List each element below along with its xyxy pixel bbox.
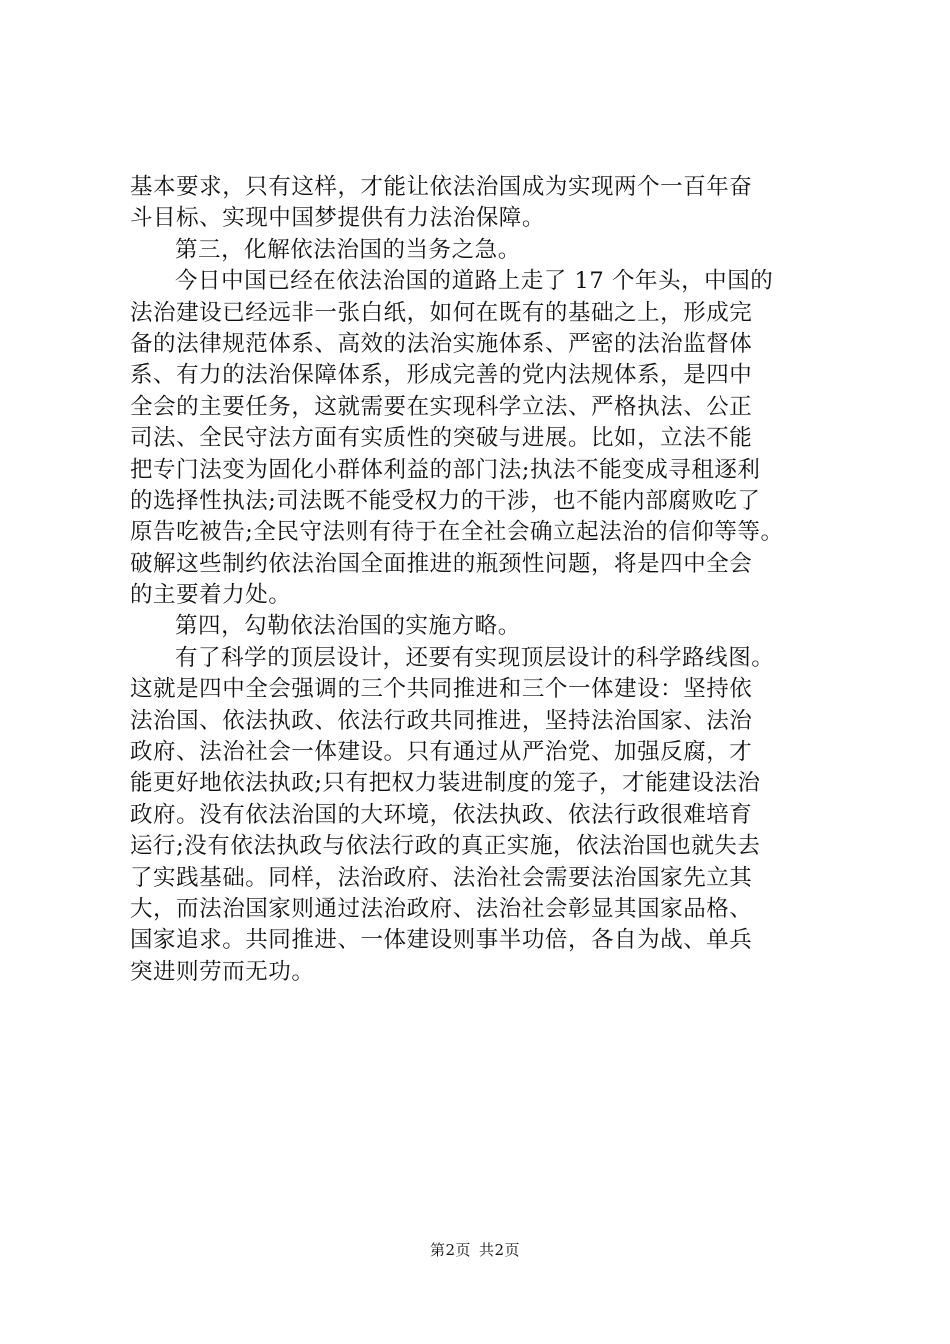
text-line: 斗目标、实现中国梦提供有力法治保障。 (130, 205, 545, 232)
text-line: 备的法律规范体系、高效的法治实施体系、严密的法治监督体 (130, 330, 753, 357)
text-line: 了实践基础。同样，法治政府、法治社会需要法治国家先立其 (130, 864, 753, 891)
text-line: 今日中国已经在依法治国的道路上走了 17 个年头，中国的 (175, 268, 774, 295)
text-line: 第四，勾勒依法治国的实施方略。 (175, 613, 521, 640)
text-line: 第三，化解依法治国的当务之急。 (175, 236, 521, 263)
text-line: 全会的主要任务，这就需要在实现科学立法、严格执法、公正 (130, 393, 753, 420)
page-number: 第2页 (429, 1241, 471, 1259)
text-line: 法治国、依法执政、依法行政共同推进，坚持法治国家、法治 (130, 707, 753, 734)
text-line: 国家追求。共同推进、一体建设则事半功倍，各自为战、单兵 (130, 927, 753, 954)
text-line: 这就是四中全会强调的三个共同推进和三个一体建设：坚持依 (130, 676, 753, 703)
text-line: 政府。没有依法治国的大环境，依法执政、依法行政很难培育 (130, 801, 753, 828)
page-total: 共2页 (479, 1241, 521, 1259)
text-line: 原告吃被告;全民守法则有待于在全社会确立起法治的信仰等等。 (130, 519, 784, 546)
paragraph-lines (130, 172, 830, 988)
text-line: 大，而法治国家则通过法治政府、法治社会彰显其国家品格、 (130, 895, 753, 922)
text-line: 有了科学的顶层设计，还要有实现顶层设计的科学路线图。 (175, 644, 775, 671)
text-line: 突进则劳而无功。 (130, 958, 315, 985)
document-body (130, 172, 830, 988)
text-line: 把专门法变为固化小群体利益的部门法;执法不能变成寻租逐利 (130, 456, 761, 483)
text-line: 系、有力的法治保障体系，形成完善的党内法规体系，是四中 (130, 362, 753, 389)
text-line: 运行;没有依法执政与依法行政的真正实施，依法治国也就失去 (130, 833, 761, 860)
text-line: 的选择性执法;司法既不能受权力的干涉，也不能内部腐败吃了 (130, 487, 761, 514)
text-line: 法治建设已经远非一张白纸，如何在既有的基础之上，形成完 (130, 299, 753, 326)
text-line: 司法、全民守法方面有实质性的突破与进展。比如，立法不能 (130, 425, 753, 452)
text-line: 的主要着力处。 (130, 582, 292, 609)
text-line: 破解这些制约依法治国全面推进的瓶颈性问题，将是四中全会 (130, 550, 753, 577)
page-footer (0, 1240, 950, 1260)
text-line: 能更好地依法执政;只有把权力装进制度的笼子，才能建设法治 (130, 770, 761, 797)
text-line: 政府、法治社会一体建设。只有通过从严治党、加强反腐，才 (130, 739, 753, 766)
text-line: 基本要求，只有这样，才能让依法治国成为实现两个一百年奋 (130, 174, 753, 200)
